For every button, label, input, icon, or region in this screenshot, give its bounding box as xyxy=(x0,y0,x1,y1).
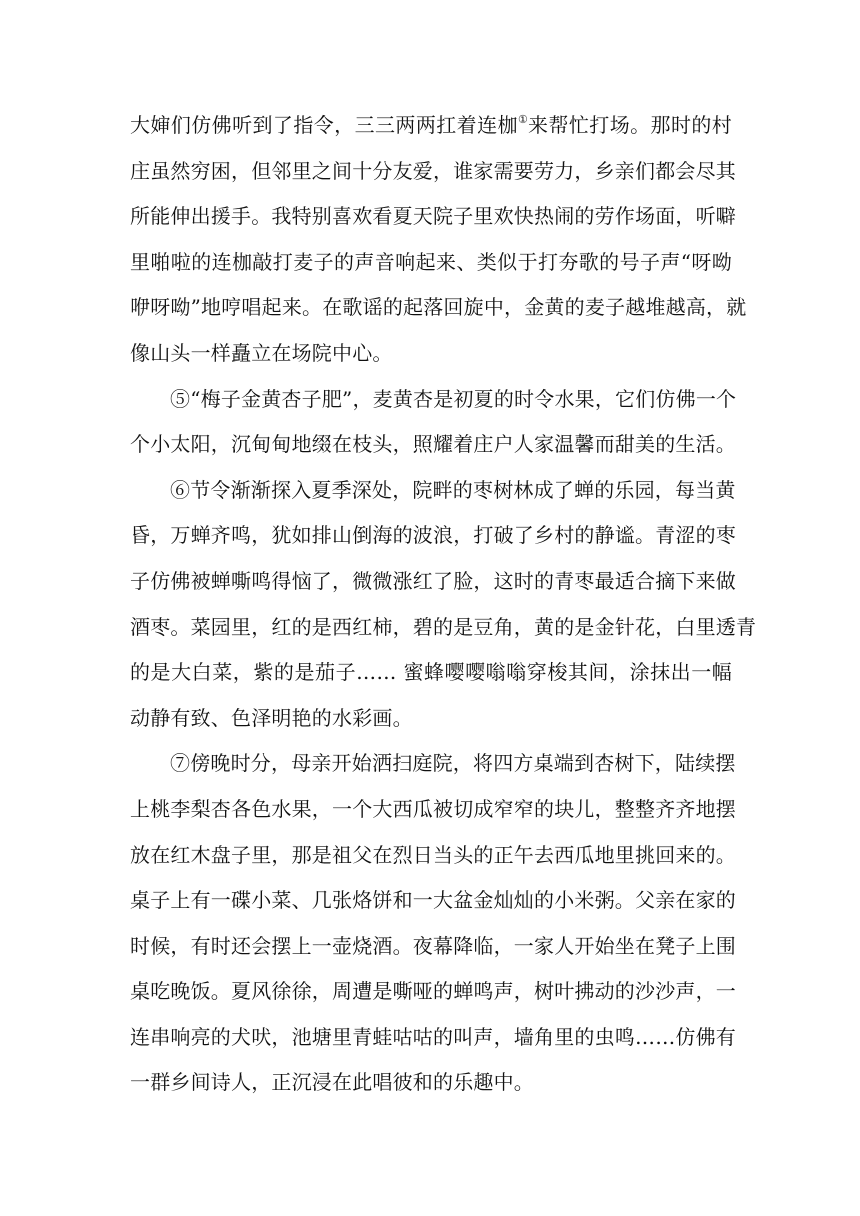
text-line: ⑤“梅子金黄杏子肥”，麦黄杏是初夏的时令水果，它们仿佛一个 xyxy=(170,386,737,411)
text-run: 来帮忙打场。那时的村 xyxy=(528,113,732,137)
text-line: 动静有致、色泽明艳的水彩画。 xyxy=(130,705,413,730)
text-line: 庄虽然穷困，但邻里之间十分友爱，谁家需要劳力，乡亲们都会尽其 xyxy=(130,158,736,183)
text-line: 连串响亮的犬吠，池塘里青蛙咕咕的叫声，墙角里的虫鸣……仿佛有 xyxy=(130,1024,736,1049)
footnote-marker: ① xyxy=(517,113,529,126)
text-line: 所能伸出援手。我特别喜欢看夏天院子里欢快热闹的劳作场面，听噼 xyxy=(130,204,736,229)
text-line: 桌吃晚饭。夏风徐徐，周遭是嘶哑的蝉鸣声，树叶拂动的沙沙声，一 xyxy=(130,979,736,1004)
paragraph-5 xyxy=(130,377,737,468)
text-line: 像山头一样矗立在场院中心。 xyxy=(130,340,393,365)
text-line: 放在红木盘子里，那是祖父在烈日当头的正午去西瓜地里挑回来的。 xyxy=(130,842,736,867)
text-line: 咿呀呦”地哼唱起来。在歌谣的起落回旋中，金黄的麦子越堆越高，就 xyxy=(130,295,747,320)
text-line: 酒枣。菜园里，红的是西红柿，碧的是豆角，黄的是金针花，白里透青 xyxy=(130,614,757,639)
text-line: ⑥节令渐渐探入夏季深处，院畔的枣树林成了蝉的乐园，每当黄 xyxy=(170,477,736,502)
text-line: 个小太阳，沉甸甸地缀在枝头，照耀着庄户人家温馨而甜美的生活。 xyxy=(130,432,736,457)
paragraph-4-continued xyxy=(130,103,747,377)
text-line: 上桃李梨杏各色水果，一个大西瓜被切成窄窄的块儿，整整齐齐地摆 xyxy=(130,796,736,821)
paragraph-7 xyxy=(130,741,736,1106)
text-line: ⑦傍晚时分，母亲开始洒扫庭院，将四方桌端到杏树下，陆续摆 xyxy=(170,751,736,776)
text-line: 昏，万蝉齐鸣，犹如排山倒海的波浪，打破了乡村的静谧。青涩的枣 xyxy=(130,523,736,548)
text-line: 时候，有时还会摆上一壶烧酒。夜幕降临，一家人开始坐在凳子上围 xyxy=(130,933,736,958)
paragraph-6 xyxy=(130,468,757,742)
text-line xyxy=(130,103,732,149)
text-line: 子仿佛被蝉嘶鸣得恼了，微微涨红了脸，这时的青枣最适合摘下来做 xyxy=(130,568,736,593)
text-run: 大婶们仿佛听到了指令，三三两两扛着连枷 xyxy=(130,113,518,137)
text-line: 一群乡间诗人，正沉浸在此唱彼和的乐趣中。 xyxy=(130,1070,534,1095)
text-line: 的是大白菜，紫的是茄子…… 蜜蜂嘤嘤嗡嗡穿梭其间，涂抹出一幅 xyxy=(130,660,732,685)
text-line: 桌子上有一碟小菜、几张烙饼和一大盆金灿灿的小米粥。父亲在家的 xyxy=(130,888,736,913)
document-page xyxy=(130,103,757,1106)
text-line: 里啪啦的连枷敲打麦子的声音响起来、类似于打夯歌的号子声“呀呦 xyxy=(130,249,732,274)
